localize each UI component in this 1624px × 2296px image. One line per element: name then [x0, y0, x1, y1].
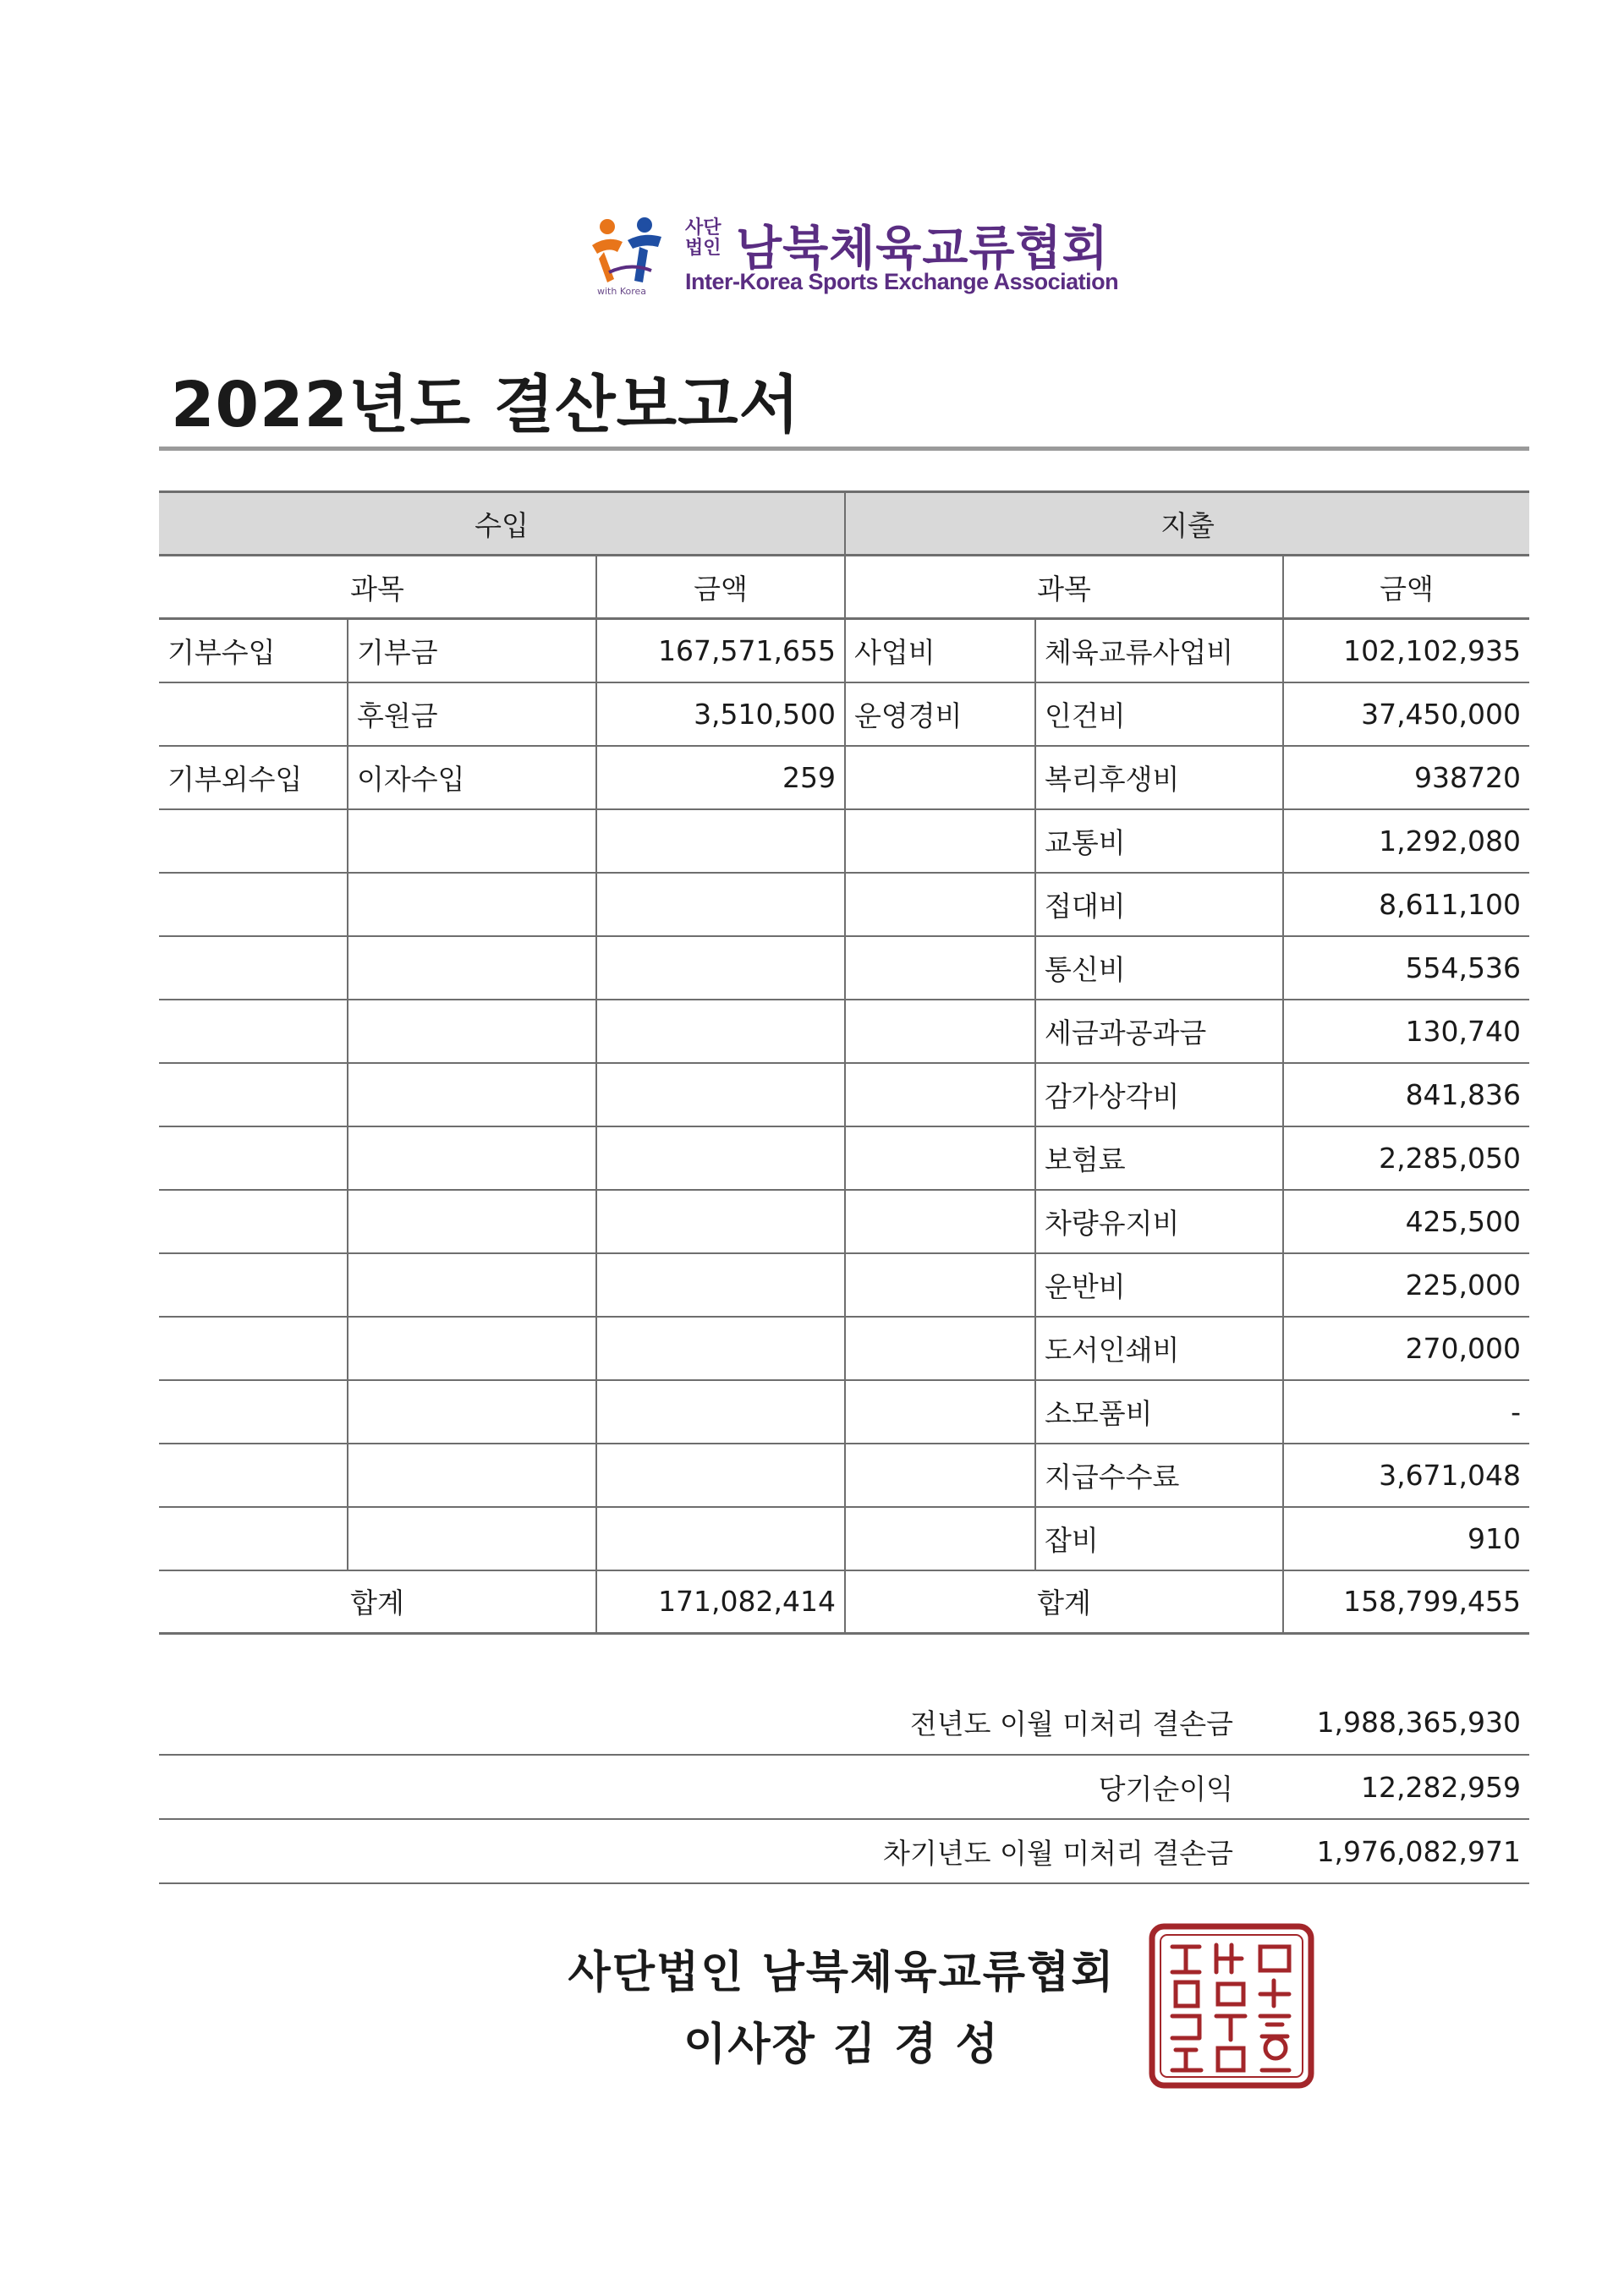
income-amount — [596, 1444, 845, 1507]
table-row — [159, 1380, 1529, 1444]
signature-name: 이사장 김 경 성 — [683, 2019, 1000, 2070]
income-amount — [596, 1507, 845, 1570]
expense-amount: 1,292,080 — [1283, 809, 1529, 873]
income-amount: 167,571,655 — [596, 619, 845, 682]
expense-category — [845, 1063, 1035, 1126]
expense-category — [845, 873, 1035, 936]
expense-amount: 910 — [1283, 1507, 1529, 1570]
expense-amount: 841,836 — [1283, 1063, 1529, 1126]
income-amount-header: 금액 — [596, 556, 845, 619]
income-item: 기부금 — [348, 619, 596, 682]
summary-row — [159, 1755, 1529, 1819]
income-total-amount: 171,082,414 — [596, 1570, 845, 1634]
expense-item: 도서인쇄비 — [1035, 1317, 1283, 1380]
income-category — [159, 1444, 348, 1507]
expense-category — [845, 1000, 1035, 1063]
income-item — [348, 1253, 596, 1317]
expense-amount: 102,102,935 — [1283, 619, 1529, 682]
table-subheader-row — [159, 556, 1529, 619]
income-amount — [596, 936, 845, 1000]
expense-category — [845, 1444, 1035, 1507]
table-total-row — [159, 1570, 1529, 1634]
income-item: 후원금 — [348, 682, 596, 746]
logo-emblem-icon — [584, 211, 677, 296]
expense-amount: 270,000 — [1283, 1317, 1529, 1380]
expense-category — [845, 1380, 1035, 1444]
table-row — [159, 746, 1529, 809]
summary-label: 차기년도 이월 미처리 결손금 — [159, 1819, 1292, 1883]
income-item: 이자수입 — [348, 746, 596, 809]
income-amount — [596, 1317, 845, 1380]
income-amount — [596, 873, 845, 936]
expense-amount: 37,450,000 — [1283, 682, 1529, 746]
expense-header: 지출 — [845, 492, 1529, 556]
table-row — [159, 1253, 1529, 1317]
expense-category — [845, 1253, 1035, 1317]
expense-amount: - — [1283, 1380, 1529, 1444]
expense-category — [845, 746, 1035, 809]
expense-amount: 938720 — [1283, 746, 1529, 809]
expense-category — [845, 1317, 1035, 1380]
income-total-label: 합계 — [159, 1570, 596, 1634]
settlement-table — [159, 490, 1529, 1635]
expense-item: 체육교류사업비 — [1035, 619, 1283, 682]
expense-category: 사업비 — [845, 619, 1035, 682]
income-amount: 259 — [596, 746, 845, 809]
table-row — [159, 1507, 1529, 1570]
page-title: 2022년도 결산보고서 — [171, 369, 801, 441]
expense-category — [845, 1507, 1035, 1570]
summary-table — [159, 1690, 1529, 1884]
expense-category — [845, 809, 1035, 873]
logo-small-text: 사단법인 — [685, 217, 721, 259]
logo-with-korea: with Korea — [597, 286, 647, 297]
summary-amount: 1,976,082,971 — [1292, 1819, 1529, 1883]
income-category — [159, 1507, 348, 1570]
expense-item: 소모품비 — [1035, 1380, 1283, 1444]
summary-label: 당기순이익 — [159, 1755, 1292, 1819]
income-category — [159, 1380, 348, 1444]
income-item — [348, 1063, 596, 1126]
expense-item: 인건비 — [1035, 682, 1283, 746]
table-row — [159, 682, 1529, 746]
income-item — [348, 1126, 596, 1190]
expense-item: 잡비 — [1035, 1507, 1283, 1570]
signature-organization: 사단법인 남북체육교류협회 — [568, 1948, 1116, 1998]
expense-amount: 8,611,100 — [1283, 873, 1529, 936]
expense-amount: 425,500 — [1283, 1190, 1529, 1253]
income-category — [159, 809, 348, 873]
expense-category — [845, 1190, 1035, 1253]
table-row — [159, 1063, 1529, 1126]
expense-category — [845, 1126, 1035, 1190]
expense-item: 교통비 — [1035, 809, 1283, 873]
summary-amount: 1,988,365,930 — [1292, 1690, 1529, 1755]
expense-amount: 554,536 — [1283, 936, 1529, 1000]
title-divider — [159, 447, 1529, 451]
expense-item: 보험료 — [1035, 1126, 1283, 1190]
income-category — [159, 1317, 348, 1380]
income-amount — [596, 1000, 845, 1063]
expense-item-header: 과목 — [845, 556, 1283, 619]
logo-english-name: Inter-Korea Sports Exchange Association — [685, 269, 1119, 294]
income-item — [348, 1000, 596, 1063]
income-item — [348, 1380, 596, 1444]
summary-amount: 12,282,959 — [1292, 1755, 1529, 1819]
table-row — [159, 619, 1529, 682]
income-category — [159, 1000, 348, 1063]
income-category — [159, 1126, 348, 1190]
income-category — [159, 936, 348, 1000]
table-row — [159, 1190, 1529, 1253]
income-category — [159, 682, 348, 746]
income-category — [159, 1063, 348, 1126]
income-amount — [596, 809, 845, 873]
table-header-row — [159, 492, 1529, 556]
income-category: 기부수입 — [159, 619, 348, 682]
table-row — [159, 936, 1529, 1000]
summary-label: 전년도 이월 미처리 결손금 — [159, 1690, 1292, 1755]
summary-row — [159, 1690, 1529, 1755]
expense-item: 접대비 — [1035, 873, 1283, 936]
income-item — [348, 1190, 596, 1253]
table-row — [159, 809, 1529, 873]
official-seal-icon — [1147, 1921, 1316, 2091]
expense-amount: 130,740 — [1283, 1000, 1529, 1063]
income-amount — [596, 1126, 845, 1190]
expense-category: 운영경비 — [845, 682, 1035, 746]
income-item-header: 과목 — [159, 556, 596, 619]
expense-total-label: 합계 — [845, 1570, 1283, 1634]
income-item — [348, 1317, 596, 1380]
income-category: 기부외수입 — [159, 746, 348, 809]
expense-item: 복리후생비 — [1035, 746, 1283, 809]
expense-amount: 225,000 — [1283, 1253, 1529, 1317]
expense-amount: 3,671,048 — [1283, 1444, 1529, 1507]
table-row — [159, 1317, 1529, 1380]
income-amount — [596, 1380, 845, 1444]
expense-total-amount: 158,799,455 — [1283, 1570, 1529, 1634]
income-item — [348, 873, 596, 936]
table-row — [159, 873, 1529, 936]
expense-item: 세금과공과금 — [1035, 1000, 1283, 1063]
logo-korean-name: 남북체육교류협회 — [736, 222, 1109, 277]
expense-category — [845, 936, 1035, 1000]
expense-item: 운반비 — [1035, 1253, 1283, 1317]
income-category — [159, 1253, 348, 1317]
summary-row — [159, 1819, 1529, 1883]
income-amount: 3,510,500 — [596, 682, 845, 746]
table-row — [159, 1000, 1529, 1063]
income-item — [348, 809, 596, 873]
expense-amount: 2,285,050 — [1283, 1126, 1529, 1190]
expense-item: 지급수수료 — [1035, 1444, 1283, 1507]
income-header: 수입 — [159, 492, 845, 556]
income-item — [348, 1507, 596, 1570]
expense-item: 감가상각비 — [1035, 1063, 1283, 1126]
income-item — [348, 936, 596, 1000]
income-category — [159, 873, 348, 936]
table-row — [159, 1126, 1529, 1190]
expense-item: 차량유지비 — [1035, 1190, 1283, 1253]
income-amount — [596, 1190, 845, 1253]
association-logo — [584, 211, 1125, 304]
income-category — [159, 1190, 348, 1253]
expense-amount-header: 금액 — [1283, 556, 1529, 619]
income-amount — [596, 1063, 845, 1126]
expense-item: 통신비 — [1035, 936, 1283, 1000]
income-amount — [596, 1253, 845, 1317]
table-row — [159, 1444, 1529, 1507]
income-item — [348, 1444, 596, 1507]
